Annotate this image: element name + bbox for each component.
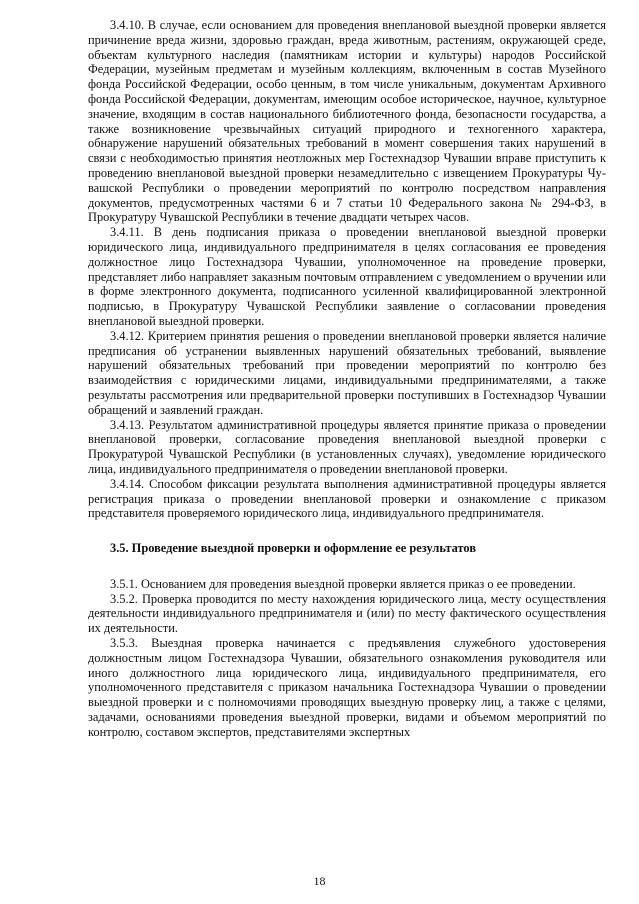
paragraph-3-4-11: 3.4.11. В день подписания приказа о проведении внеплановой выездной проверки юридического лица, индивидуального предпринимателя в целях согласования ее проведения должностное лицо Гостехнадзора Чувашии, уполномоченное на проведение проверки, представляет либо направляет заказным почтовым отправлением с уведомлением о вручении или в форме электронного документа, подписанного усиленной квалифицированной электронной подписью, в Прокуратуру Чувашской Республики заявление о согласовании проведения внеплановой выездной проверки. xyxy=(88,225,606,328)
paragraph-3-5-2: 3.5.2. Проверка проводится по месту нахождения юридического лица, месту осуществления деятельности индивидуального предпринимателя и (или) по месту фактического осуществления их деятельности. xyxy=(88,591,606,636)
paragraph-3-4-10: 3.4.10. В случае, если основанием для проведения внеплановой выездной проверки является причинение вреда жизни, здоровью граждан, вреда животным, растениям, окружающей среде, объектам культурного наследия (памятникам истории и культуры) народов Российской Федерации, музейным предметам и музейным коллекциям, включенным в состав Музейного фонда Российской Федерации, особо ценным, в том числе уникальным, документам Архивного фонда Российской Федерации, документам, имеющим особое историческое, научное, культурное значение, входящим в состав национального библиотечного фонда, безопасности государства, а также возникновение чрезвычайных ситуаций природного и техногенного характера, обнаружение нарушений обязательных требований в момент совершения таких нарушений в связи с необходимостью принятия неотложных мер Гостехнадзор Чувашии вправе приступить к проведению внеплановой выездной проверки незамедлительно с извещением Прокуратуры Чувашской Республики о проведении мероприятий по контролю посредством направления документов, предусмотренных частями 6 и 7 статьи 10 Федерального закона № 294-ФЗ, в Прокуратуру Чувашской Республики в течение двадцати четырех часов. xyxy=(88,18,606,225)
paragraph-3-4-13: 3.4.13. Результатом административной процедуры является принятие приказа о проведении внеплановой проверки, согласование проведения внеплановой выездной проверки с Прокуратурой Чувашской Республики (в установленных случаях), уведомление юридического лица, индивидуального предпринимателя о проведении внеплановой проверки. xyxy=(88,417,606,476)
section-heading-3-5: 3.5. Проведение выездной проверки и оформление ее результатов xyxy=(110,541,477,556)
paragraph-3-5-1: 3.5.1. Основанием для проведения выездной проверки является приказ о ее проведении. xyxy=(110,576,576,591)
document-page xyxy=(88,18,606,740)
page-number: 18 xyxy=(313,874,326,888)
paragraph-3-5-3: 3.5.3. Выездная проверка начинается с предъявления служебного удостоверения должностным лицом Гостехнадзора Чувашии, обязательного ознакомления руководителя или иного должностного лица юридического лица, индивидуального предпринимателя, его уполномоченного представителя с приказом начальника Гостехнадзора Чувашии о проведении выездной проверки и с полномочиями проводящих выездную проверку лиц, а также с целями, задачами, основаниями проведения выездной проверки, видами и объемом мероприятий по контролю, составом экспертов, представителями экспертных xyxy=(88,636,606,739)
paragraph-3-4-12: 3.4.12. Критерием принятия решения о проведении внеплановой проверки является наличие предписания об устранении выявленных нарушений обязательных требований, выявление нарушений обязательных требований при проведении мероприятий по контролю без взаимодействия с юридическими лицами, индивидуальными предпринимателями, а также результаты рассмотрения или предварительной проверки поступивших в Гостехнадзор Чувашии обращений и заявлений граждан. xyxy=(88,328,606,417)
paragraph-3-4-14: 3.4.14. Способом фиксации результата выполнения административной процедуры является регистрация приказа о проведении внеплановой проверки и ознакомление с приказом представителя проверяемого юридического лица, индивидуального предпринимателя. xyxy=(88,476,606,521)
